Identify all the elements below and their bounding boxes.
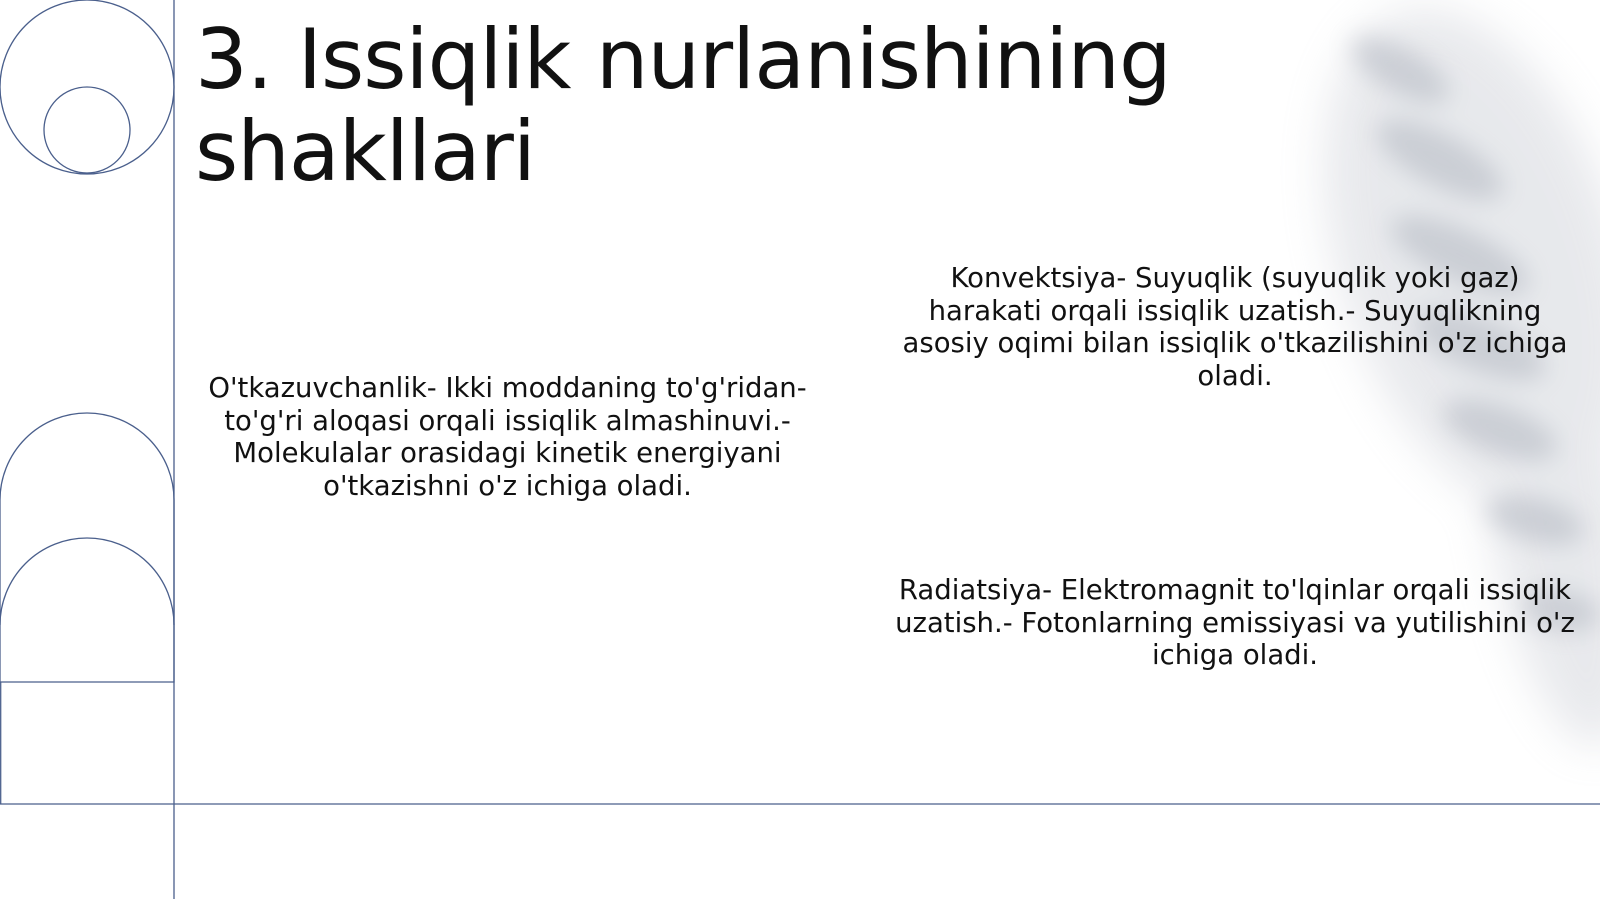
small-circle-outline: [44, 87, 130, 173]
radiation-text: Radiatsiya- Elektromagnit to'lqinlar orqali issiqlik uzatish.- Fotonlarning emissiyasi va yutilishini o'z ichiga oladi.: [895, 574, 1575, 671]
conduction-text: O'tkazuvchanlik- Ikki moddaning to'g'ridan-to'g'ri aloqasi orqali issiqlik almashinuvi.- Molekulalar orasidagi kinetik energiyani o'tkazishni o'z ichiga oladi.: [208, 372, 807, 502]
slide-title: 3. Issiqlik nurlanishining shakllari: [195, 11, 1171, 200]
lower-arch-outline: [0, 538, 174, 625]
convection-text: Konvektsiya- Suyuqlik (suyuqlik yoki gaz) harakati orqali issiqlik uzatish.- Suyuqlikning asosiy oqimi bilan issiqlik o'tkazilishini o'z ichiga oladi.: [902, 262, 1568, 392]
upper-arch-outline: [0, 413, 174, 682]
